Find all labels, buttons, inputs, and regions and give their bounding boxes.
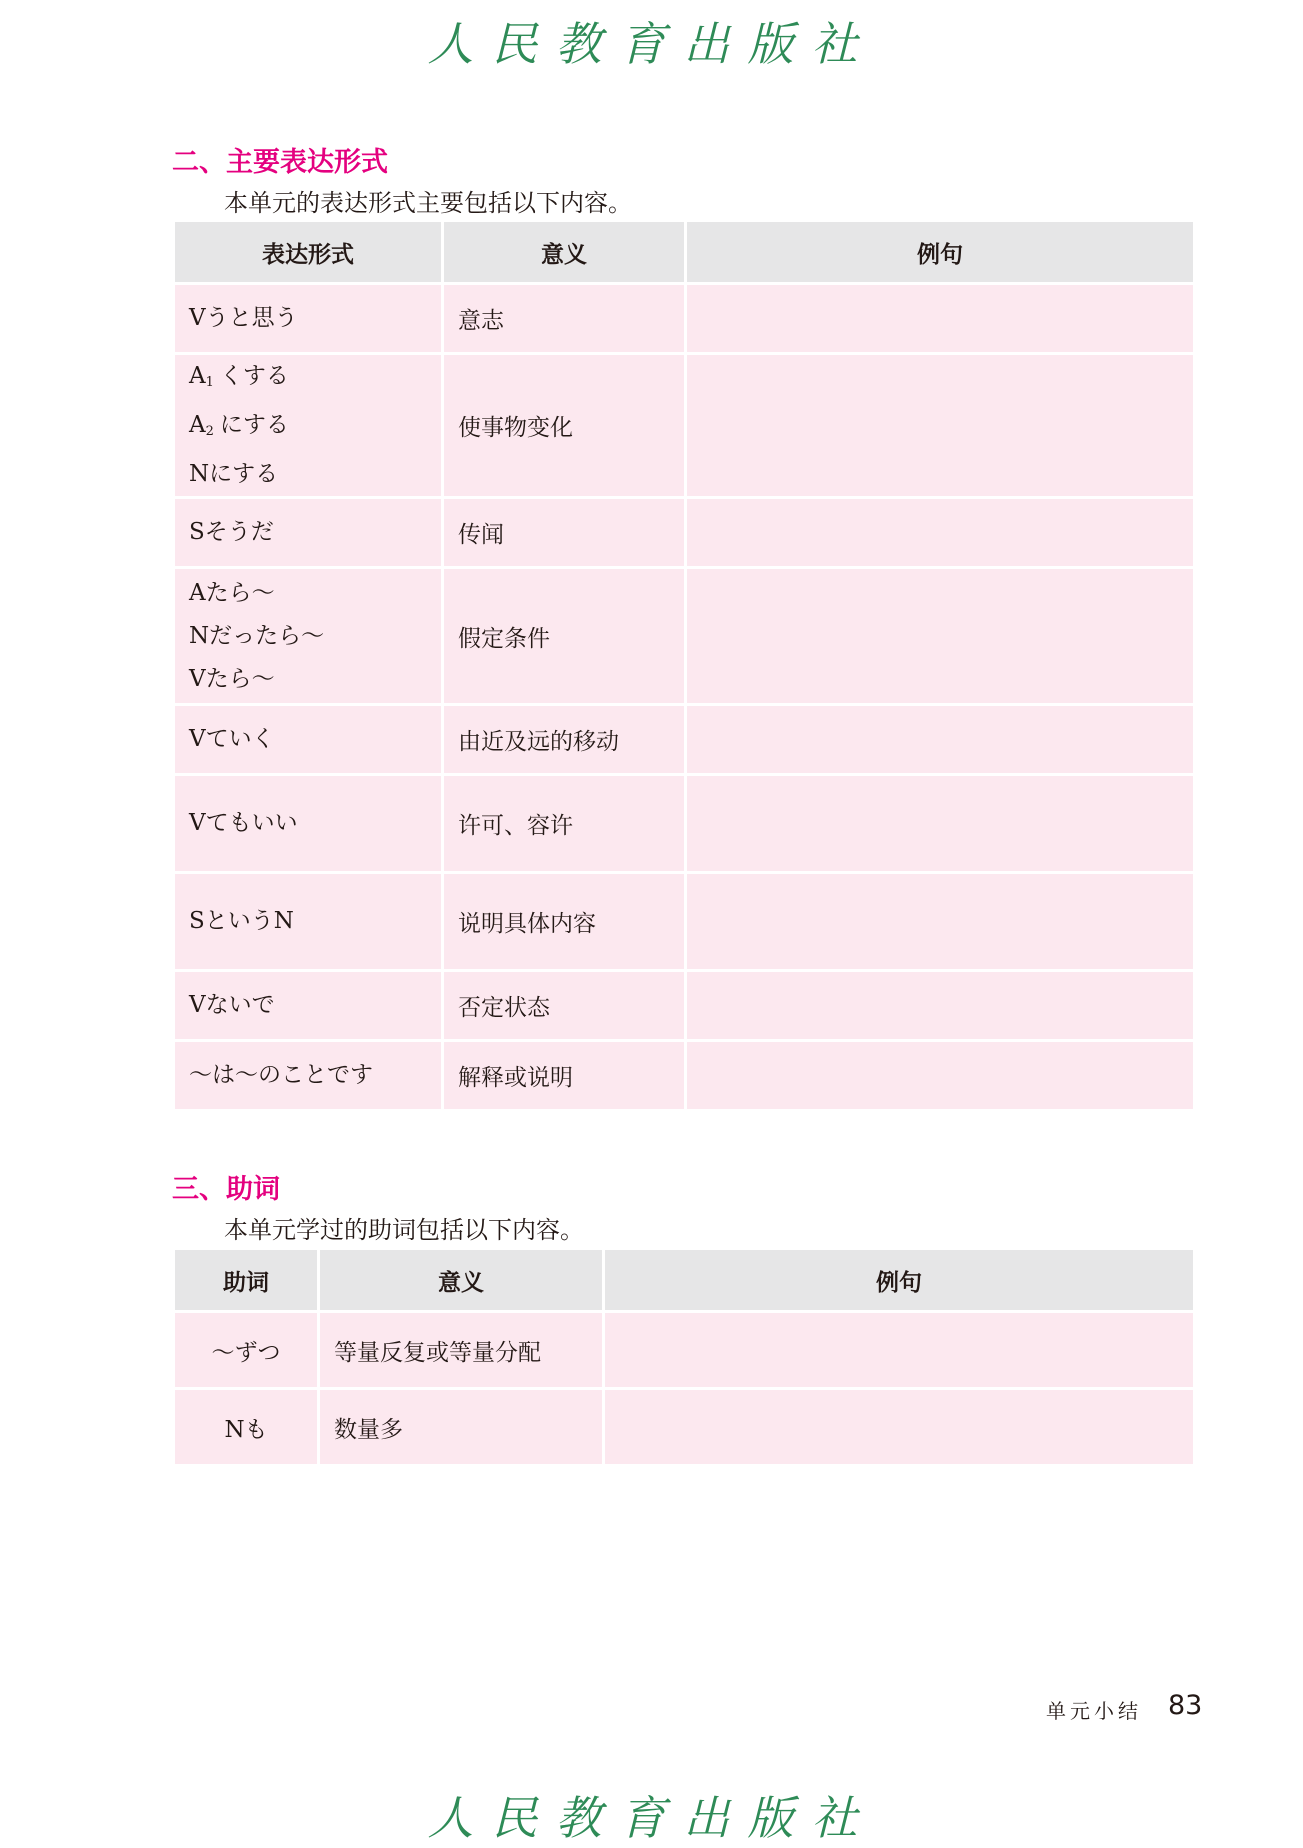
meaning-cell: 意志 xyxy=(444,285,684,352)
meaning-cell: 数量多 xyxy=(320,1390,602,1464)
table-row xyxy=(175,499,1193,566)
expression-form-line: ～は～のことです xyxy=(189,1062,373,1088)
expression-form-line: Vてもいい xyxy=(189,810,298,836)
table-row xyxy=(175,569,1193,703)
expression-form-cell xyxy=(175,972,441,1039)
form-letter: A xyxy=(189,412,206,438)
meaning-cell: 等量反复或等量分配 xyxy=(320,1313,602,1387)
particles-table xyxy=(172,1247,1196,1467)
example-cell xyxy=(605,1313,1193,1387)
expressions-table xyxy=(172,219,1196,1112)
section-intro-expressions: 本单元的表达形式主要包括以下内容。 xyxy=(224,189,632,217)
meaning-cell: 由近及远的移动 xyxy=(444,706,684,773)
table-row xyxy=(175,874,1193,969)
expression-form-cell xyxy=(175,706,441,773)
table-header-row xyxy=(175,222,1193,282)
section-title-particles: 三、助词 xyxy=(172,1174,280,1205)
example-cell xyxy=(687,569,1193,703)
example-cell xyxy=(687,972,1193,1039)
expression-form-cell xyxy=(175,355,441,496)
expression-form-line: Vたら～ xyxy=(189,665,275,692)
expression-form-cell xyxy=(175,776,441,871)
table-row xyxy=(175,776,1193,871)
expression-form-line xyxy=(189,355,427,404)
example-cell xyxy=(687,1042,1193,1109)
table-row xyxy=(175,1042,1193,1109)
particle-cell: ～ずつ xyxy=(175,1313,317,1387)
example-cell xyxy=(687,285,1193,352)
example-cell xyxy=(687,776,1193,871)
section-intro-particles: 本单元学过的助词包括以下内容。 xyxy=(224,1216,584,1244)
expression-form-line: SというN xyxy=(189,908,294,934)
expression-form-cell xyxy=(175,285,441,352)
example-cell xyxy=(687,874,1193,969)
expression-form-line: Nだったら～ xyxy=(189,622,325,649)
meaning-cell: 许可、容许 xyxy=(444,776,684,871)
meaning-cell: 否定状态 xyxy=(444,972,684,1039)
expression-form-line: Vうと思う xyxy=(189,305,298,331)
publisher-logo-bottom: 人民教育出版社 xyxy=(427,1791,876,1845)
example-cell xyxy=(687,706,1193,773)
publisher-logo-top: 人民教育出版社 xyxy=(427,17,876,71)
form-subscript: 1 xyxy=(205,375,214,390)
page-number: 83 xyxy=(1168,1690,1203,1721)
meaning-cell: 说明具体内容 xyxy=(444,874,684,969)
form-suffix: くする xyxy=(219,363,289,389)
form-letter: A xyxy=(189,363,206,389)
table-row xyxy=(175,706,1193,773)
column-header-example: 例句 xyxy=(687,222,1193,282)
meaning-cell: 使事物变化 xyxy=(444,355,684,496)
column-header-example: 例句 xyxy=(605,1250,1193,1310)
expression-form-line: Nにする xyxy=(189,461,279,487)
expression-form-cell xyxy=(175,874,441,969)
form-subscript: 2 xyxy=(205,424,214,439)
expression-form-line: Vないで xyxy=(189,992,275,1018)
expression-form-cell xyxy=(175,569,441,703)
form-suffix: にする xyxy=(219,412,289,438)
example-cell xyxy=(687,355,1193,496)
column-header-particle: 助词 xyxy=(175,1250,317,1310)
table-row xyxy=(175,355,1193,496)
column-header-meaning: 意义 xyxy=(320,1250,602,1310)
expression-form-cell xyxy=(175,499,441,566)
table-row xyxy=(175,1390,1193,1464)
table-row xyxy=(175,285,1193,352)
column-header-meaning: 意义 xyxy=(444,222,684,282)
expression-form-line: Vていく xyxy=(189,726,275,752)
table-row xyxy=(175,972,1193,1039)
meaning-cell: 解释或说明 xyxy=(444,1042,684,1109)
example-cell xyxy=(687,499,1193,566)
meaning-cell: 假定条件 xyxy=(444,569,684,703)
table-row xyxy=(175,1313,1193,1387)
expression-form-line: Sそうだ xyxy=(189,519,274,545)
column-header-form: 表达形式 xyxy=(175,222,441,282)
particle-cell: Nも xyxy=(175,1390,317,1464)
section-title-expressions: 二、主要表达形式 xyxy=(172,147,388,178)
table-header-row xyxy=(175,1250,1193,1310)
meaning-cell: 传闻 xyxy=(444,499,684,566)
example-cell xyxy=(605,1390,1193,1464)
expression-form-cell xyxy=(175,1042,441,1109)
page-footer-label: 单元小结 xyxy=(1046,1699,1142,1723)
expression-form-line: Aたら～ xyxy=(189,579,275,606)
expression-form-line xyxy=(189,404,427,453)
